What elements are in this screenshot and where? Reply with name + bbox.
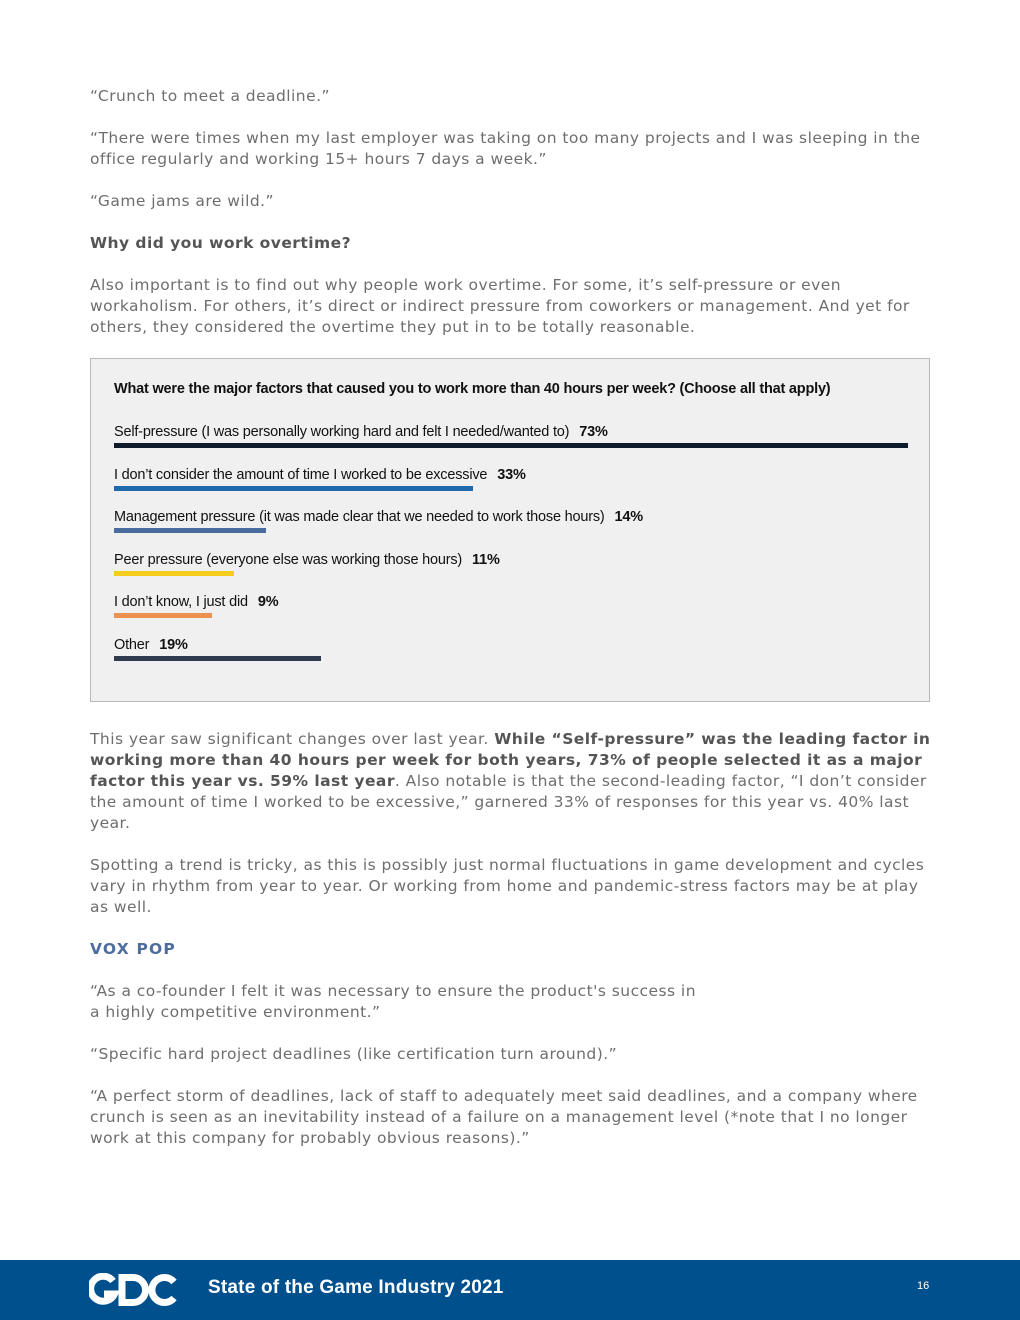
bar-value-label: 19%	[159, 637, 188, 653]
analysis-paragraph-1: This year saw significant changes over last year. While “Self-pressure” was the leading factor in working more than 40 hours per week for both years, 73% of people selected it as a major factor this year vs. 59% last year. Also notable is that the second-leading factor, “I don’t consider the amount of time I worked to be excessive,” garnered 33% of responses for this year vs. 40% last year.	[90, 730, 931, 832]
gdc-logo	[89, 1273, 179, 1307]
bar-row-self-pressure	[114, 424, 914, 442]
bar-label: Peer pressure (everyone else was working those hours)	[114, 552, 463, 568]
footer-bar	[0, 1260, 1020, 1320]
bar-row-not-excessive	[114, 467, 914, 485]
bar-not-excessive	[114, 486, 473, 491]
bar-peer-pressure	[114, 571, 234, 576]
bar-value-label: 11%	[472, 552, 500, 568]
bar-value-label: 9%	[257, 594, 279, 610]
vox-quote-cofounder: “As a co-founder I felt it was necessary to ensure the product's success in a highly competitive environment.”	[90, 982, 696, 1021]
bar-value-label: 14%	[614, 509, 643, 525]
bar-row-dont-know	[114, 594, 914, 612]
chart-title: What were the major factors that caused you to work more than 40 hours per week? (Choose all that apply)	[114, 381, 831, 397]
quote-game-jams: “Game jams are wild.”	[90, 192, 274, 210]
bar-other	[114, 656, 321, 661]
bar-label: Other	[114, 637, 150, 653]
bar-label: Self-pressure (I was personally working hard and felt I needed/wanted to)	[114, 424, 570, 440]
bar-self-pressure	[114, 443, 908, 448]
bar-value-label: 73%	[579, 424, 608, 440]
vox-quote-perfect-storm: “A perfect storm of deadlines, lack of staff to adequately meet said deadlines, and a company where crunch is seen as an inevitability instead of a failure on a management level (*note that I no longer work at this company for probably obvious reasons).”	[90, 1087, 918, 1147]
overtime-factors-chart	[90, 358, 930, 702]
analysis-highlight: While “Self-pressure” was the leading factor in working more than 40 hours per week for both years, 73% of people selected it as a major factor this year vs. 59% last year	[90, 730, 931, 790]
page-number: 16	[917, 1280, 930, 1292]
bar-label: I don’t know, I just did	[114, 594, 248, 610]
bar-row-peer-pressure	[114, 552, 914, 570]
bar-row-management-pressure	[114, 509, 914, 527]
bar-value-label: 33%	[497, 467, 526, 483]
bar-label: I don’t consider the amount of time I worked to be excessive	[114, 467, 488, 483]
bar-management-pressure	[114, 528, 266, 533]
section-intro: Also important is to find out why people work overtime. For some, it’s self-pressure or even workaholism. For others, it’s direct or indirect pressure from coworkers or management. And yet for others, they considered the overtime they put in to be totally reasonable.	[90, 276, 910, 336]
bar-row-other	[114, 637, 914, 655]
vox-quote-deadlines: “Specific hard project deadlines (like certification turn around).”	[90, 1045, 618, 1063]
section-heading: Why did you work overtime?	[90, 234, 352, 252]
analysis-paragraph-2: Spotting a trend is tricky, as this is possibly just normal fluctuations in game development and cycles vary in rhythm from year to year. Or working from home and pandemic-stress factors may be at play as well.	[90, 856, 925, 916]
footer-title: State of the Game Industry 2021	[208, 1277, 504, 1298]
quote-sleeping-office: “There were times when my last employer was taking on too many projects and I was sleeping in the office regularly and working 15+ hours 7 days a week.”	[90, 129, 921, 168]
bar-label: Management pressure (it was made clear that we needed to work those hours)	[114, 509, 605, 525]
bar-dont-know	[114, 613, 212, 618]
quote-crunch: “Crunch to meet a deadline.”	[90, 87, 330, 105]
vox-pop-heading: VOX POP	[90, 940, 176, 958]
